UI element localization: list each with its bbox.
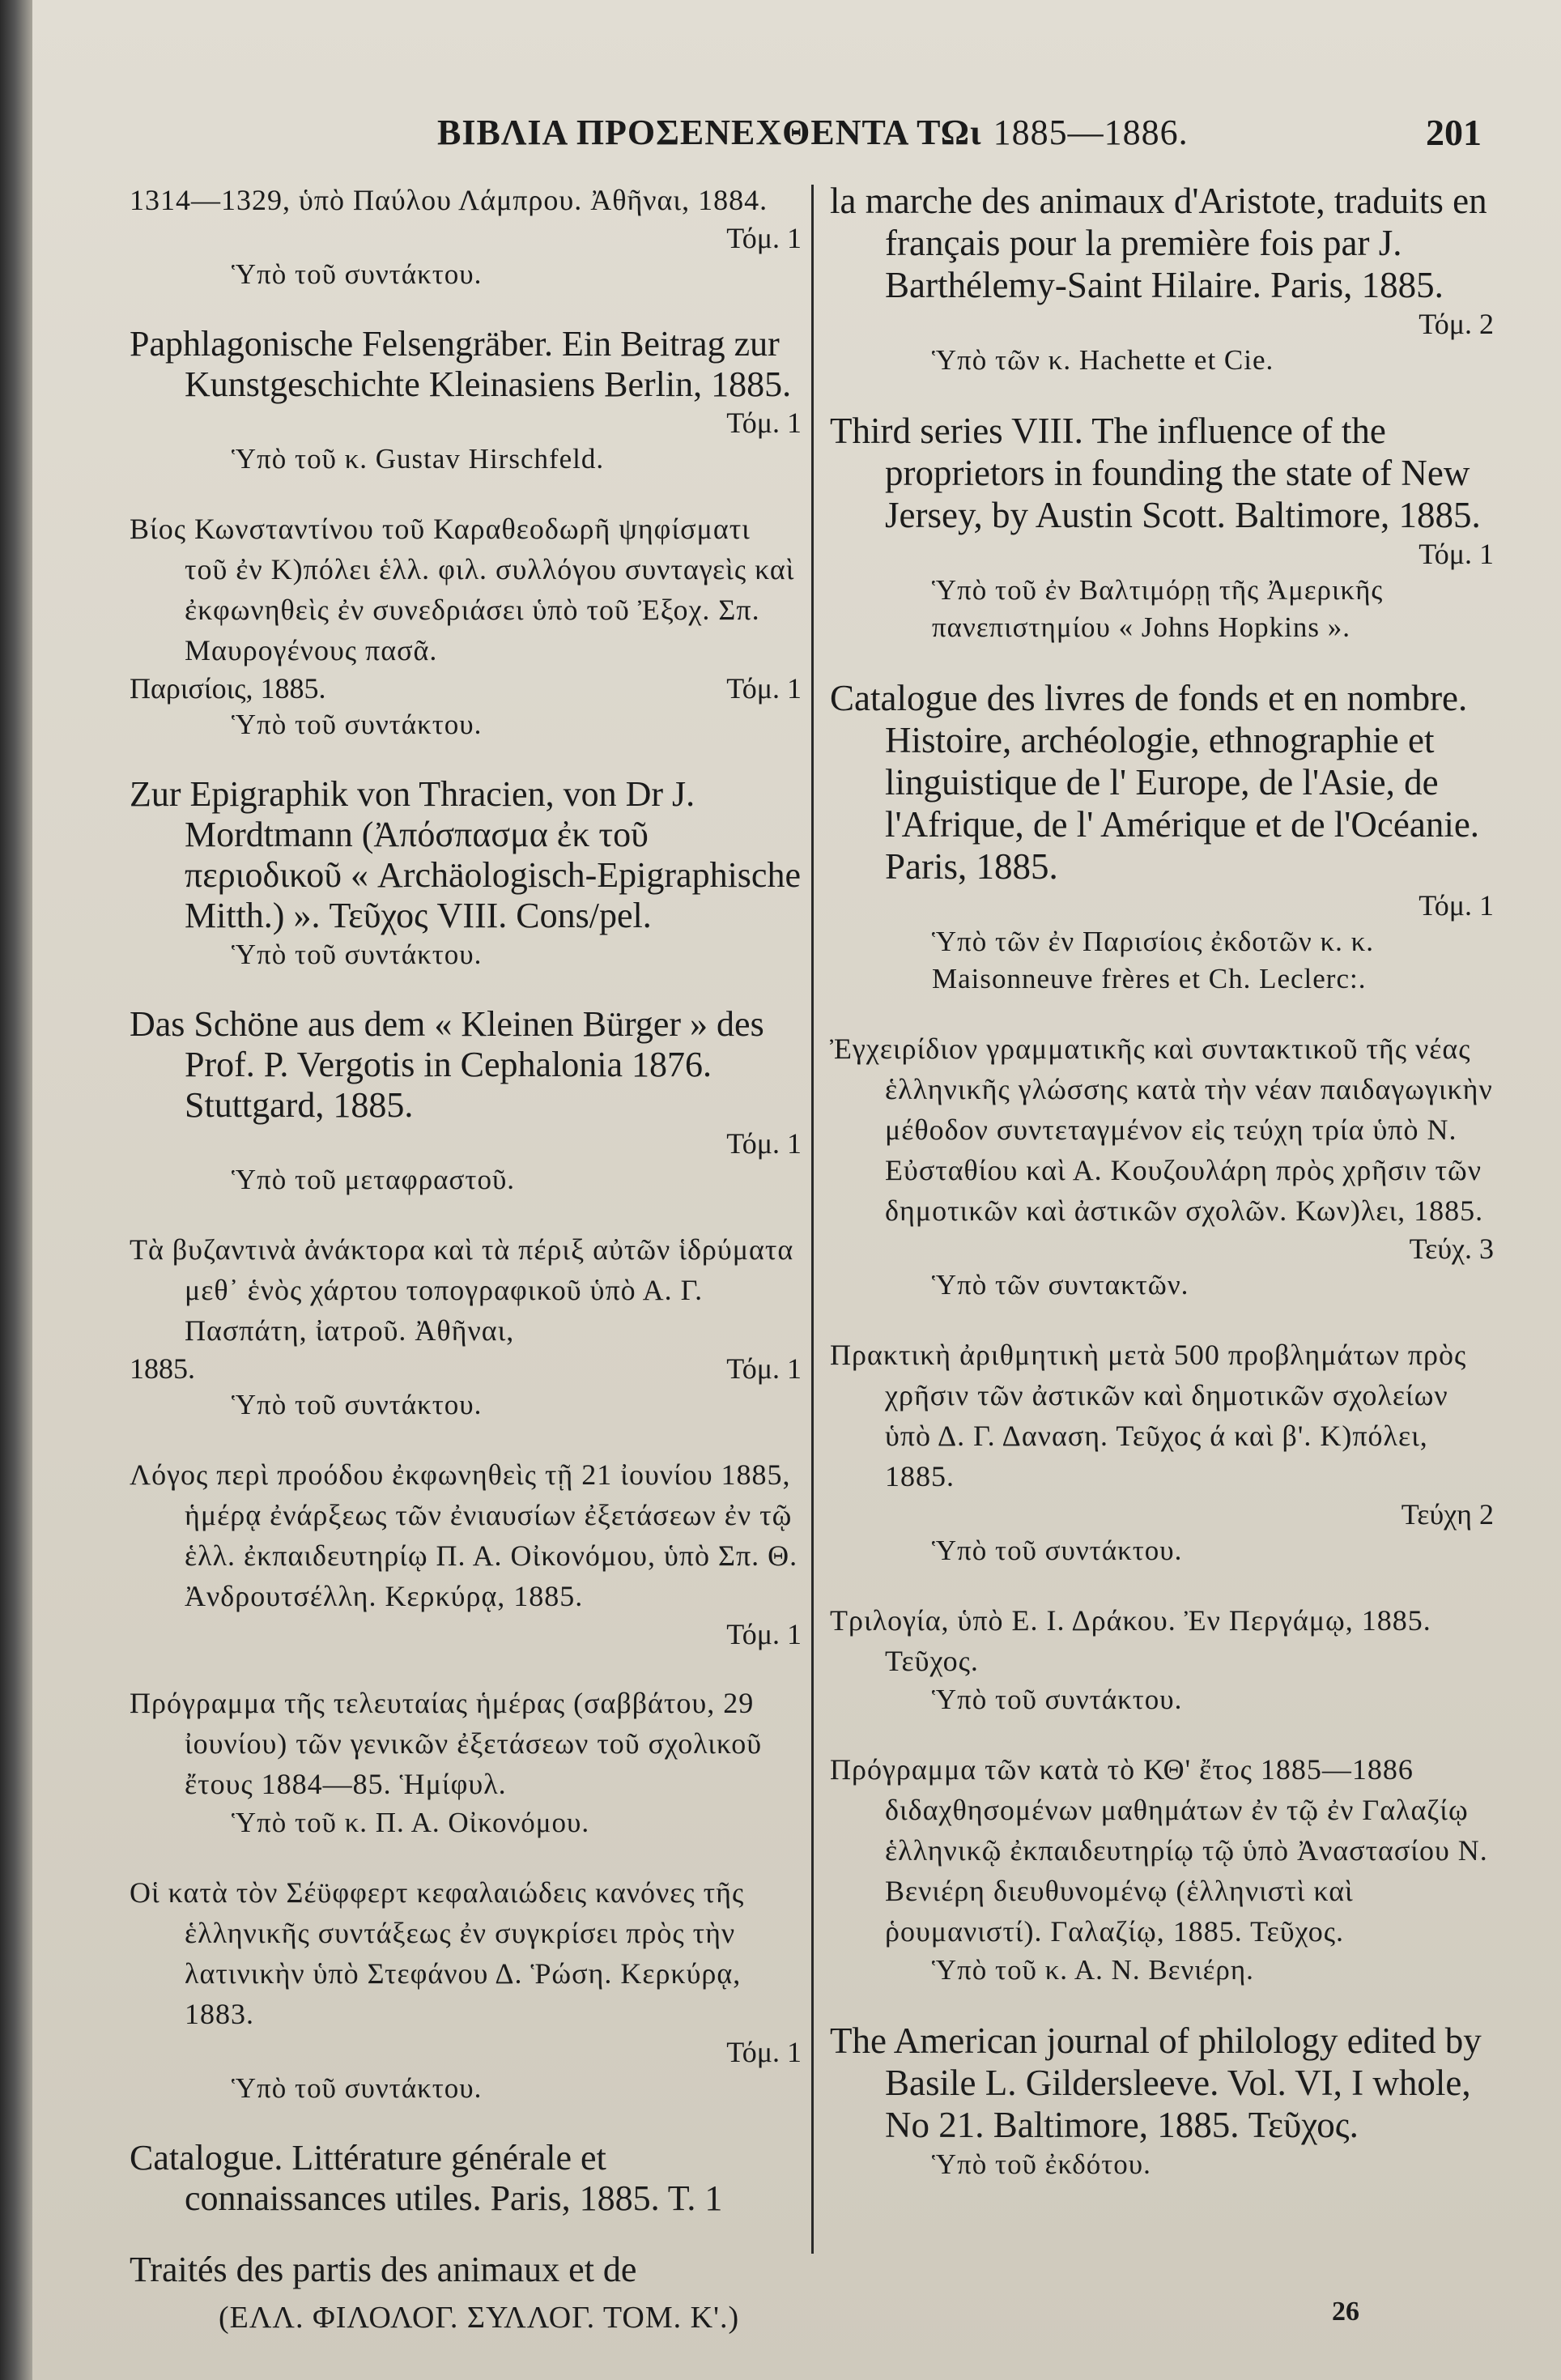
- book-page: [32, 0, 1561, 2380]
- entry-meta: [830, 536, 1494, 572]
- catalogue-entry: [130, 2250, 802, 2290]
- catalogue-entry: [130, 1872, 802, 2107]
- entry-title: Catalogue des livres de fonds et en nombre. Histoire, archéologie, ethnographie et linguistique de l' Europe, de l'Asie, de l'Afrique, de l' Amérique et de l'Océanie. Paris, 1885.: [830, 678, 1480, 887]
- entry-title: Τριλογία, ὑπὸ Ε. Ι. Δράκου. Ἐν Περγάμῳ, 1885. Τεῦχος.: [830, 1604, 1431, 1677]
- entry-title: la marche des animaux d'Aristote, traduits en français pour la première fois par J. Barthélemy-Saint Hilaire. Paris, 1885.: [830, 181, 1487, 305]
- entry-title: The American journal of philology edited by Basile L. Gildersleeve. Vol. VI, I whole, No 21. Baltimore, 1885. Τεῦχος.: [830, 2020, 1482, 2145]
- entry-donor: Ὑπὸ τῶν συντακτῶν.: [932, 1269, 1189, 1301]
- entry-donor: Ὑπὸ τῶν κ. Hachette et Cie.: [932, 344, 1274, 376]
- catalogue-entry: [130, 1229, 802, 1424]
- catalogue-entry: [130, 774, 802, 973]
- entry-donor: Ὑπὸ τοῦ μεταφραστοῦ.: [232, 1164, 516, 1195]
- entry-place-date: Παρισίοις, 1885.: [130, 672, 326, 705]
- entry-title: Das Schöne aus dem « Kleinen Bürger » des Prof. P. Vergotis in Cephalonia 1876. Stuttgard, 1885.: [130, 1004, 764, 1125]
- entry-meta: [130, 1126, 802, 1161]
- entry-meta: [830, 1497, 1494, 1532]
- entry-meta: [830, 1231, 1494, 1267]
- sheet-number: 26: [1332, 2297, 1359, 2327]
- entry-donor: Ὑπὸ τοῦ συντάκτου.: [232, 939, 483, 970]
- entry-volume: Τεύχη 2: [1401, 1498, 1494, 1531]
- entry-volume: Τόμ. 1: [1419, 538, 1494, 570]
- entry-title: Zur Epigraphik von Thracien, von Dr J. Mordtmann (Ἀπόσπασμα ἐκ τοῦ περιοδικοῦ « Archäologisch-Epigraphische Mitth.) ». Τεῦχος VIII. Cons/pel.: [130, 774, 801, 935]
- catalogue-entry: [130, 324, 802, 478]
- column-rule: [811, 185, 814, 2254]
- entry-volume: Τόμ. 1: [1419, 889, 1494, 922]
- entry-volume: Τεύχ. 3: [1409, 1233, 1494, 1265]
- catalogue-entry: [830, 2020, 1494, 2183]
- entry-donor: Ὑπὸ τοῦ συντάκτου.: [232, 709, 483, 740]
- running-title-years: 1885—1886.: [993, 112, 1189, 152]
- entry-title: Paphlagonische Felsengräber. Ein Beitrag zur Kunstgeschichte Kleinasiens Berlin, 1885.: [130, 324, 792, 404]
- entry-meta: [130, 671, 802, 706]
- entry-meta: [130, 405, 802, 441]
- page-number: 201: [1426, 111, 1482, 153]
- entry-meta: [830, 306, 1494, 342]
- entry-volume: Τόμ. 1: [726, 1618, 802, 1650]
- scan-binding-edge: [0, 0, 32, 2380]
- catalogue-entry: [130, 509, 802, 743]
- catalogue-entry: [830, 1749, 1494, 1989]
- entry-meta: [130, 2034, 802, 2070]
- entry-donor: Ὑπὸ τοῦ κ. Gustav Hirschfeld.: [232, 443, 605, 475]
- entry-meta: [830, 888, 1494, 923]
- running-title: [437, 112, 1189, 153]
- entry-volume: Τόμ. 1: [726, 222, 802, 254]
- entry-donor: Ὑπὸ τοῦ ἐκδότου.: [932, 2148, 1151, 2180]
- entry-title: Λόγος περὶ προόδου ἐκφωνηθεὶς τῇ 21 ἰουνίου 1885, ἡμέρᾳ ἐνάρξεως τῶν ἐνιαυσίων ἐξετάσεων ἐν τῷ ἑλλ. ἐκπαιδευτηρίῳ Π. Α. Οἰκονόμου, ὑπὸ Σπ. Θ. Ἀνδρουτσέλλη. Κερκύρᾳ, 1885.: [130, 1458, 798, 1612]
- entry-title: Catalogue. Littérature générale et connaissances utiles. Paris, 1885. T. 1: [130, 2138, 723, 2218]
- entry-place-date: 1885.: [130, 1352, 195, 1385]
- entry-meta: [130, 1351, 802, 1386]
- entry-donor: Ὑπὸ τοῦ κ. Α. Ν. Βενιέρη.: [932, 1954, 1254, 1986]
- entry-donor: Ὑπὸ τῶν ἐν Παρισίοις ἐκδοτῶν κ. κ. Maisonneuve frères et Ch. Leclerc:.: [932, 926, 1375, 994]
- right-column: [830, 180, 1494, 2214]
- entry-title: Βίος Κωνσταντίνου τοῦ Καραθεοδωρῆ ψηφίσματι τοῦ ἐν Κ)πόλει ἑλλ. φιλ. συλλόγου συνταγεὶς καὶ ἐκφωνηθεὶς ἐν συνεδριάσει ὑπὸ τοῦ Ἐξοχ. Σπ. Μαυρογένους πασᾶ.: [130, 513, 795, 666]
- entry-donor: Ὑπὸ τοῦ συντάκτου.: [932, 1535, 1183, 1566]
- catalogue-entry: [830, 180, 1494, 379]
- entry-title: Third series VIII. The influence of the proprietors in founding the state of New Jersey, by Austin Scott. Baltimore, 1885.: [830, 411, 1481, 535]
- catalogue-entry: [130, 2138, 802, 2219]
- catalogue-entry: [130, 1454, 802, 1652]
- entry-meta: [130, 220, 802, 256]
- entry-title: Πρόγραμμα τῶν κατὰ τὸ ΚΘ' ἔτος 1885—1886 διδαχθησομένων μαθημάτων ἐν τῷ ἐν Γαλαζίῳ ἑλληνικῷ ἐκπαιδευτηρίῳ τῷ ὑπὸ Ἀναστασίου Ν. Βενιέρη διευθυνομένῳ (ἑλληνιστὶ καὶ ῥουμανιστί). Γαλαζίῳ, 1885. Τεῦχος.: [830, 1753, 1488, 1948]
- catalogue-entry: [830, 1600, 1494, 1718]
- running-title-text: ΒΙΒΛΙΑ ΠΡΟΣΕΝΕΧΘΕΝΤΑ ΤΩι: [437, 112, 982, 152]
- entry-volume: Τόμ. 1: [726, 1352, 802, 1385]
- entry-volume: Τόμ. 1: [726, 407, 802, 439]
- catalogue-entry: [130, 180, 802, 293]
- entry-donor: Ὑπὸ τοῦ συντάκτου.: [232, 2072, 483, 2104]
- entry-title: Πρόγραμμα τῆς τελευταίας ἡμέρας (σαββάτου, 29 ἰουνίου) τῶν γενικῶν ἐξετάσεων τοῦ σχολικοῦ ἔτους 1884—85. Ἡμίφυλ.: [130, 1687, 763, 1800]
- catalogue-entry: [830, 677, 1494, 998]
- entry-title: Πρακτικὴ ἀριθμητικὴ μετὰ 500 προβλημάτων πρὸς χρῆσιν τῶν ἀστικῶν καὶ δημοτικῶν σχολείων ὑπὸ Δ. Γ. Δαναση. Τεῦχος ά καὶ β'. Κ)πόλει, 1885.: [830, 1339, 1467, 1492]
- entry-title: Τὰ βυζαντινὰ ἀνάκτορα καὶ τὰ πέριξ αὐτῶν ἱδρύματα μεθ᾽ ἑνὸς χάρτου τοπογραφικοῦ ὑπὸ Α. Γ. Πασπάτη, ἰατροῦ. Ἀθῆναι,: [130, 1233, 794, 1347]
- entry-meta: [130, 1616, 802, 1652]
- entry-volume: Τόμ. 1: [726, 672, 802, 705]
- entry-volume: Τόμ. 1: [726, 2036, 802, 2068]
- entry-donor: Ὑπὸ τοῦ ἐν Βαλτιμόρῃ τῆς Ἀμερικῆς πανεπιστημίου « Johns Hopkins ».: [932, 574, 1384, 643]
- catalogue-entry: [130, 1004, 802, 1199]
- entry-title: 1314—1329, ὑπὸ Παύλου Λάμπρου. Ἀθῆναι, 1884.: [130, 184, 768, 216]
- catalogue-entry: [830, 410, 1494, 646]
- entry-donor: Ὑπὸ τοῦ συντάκτου.: [232, 258, 483, 290]
- catalogue-entry: [130, 1683, 802, 1841]
- entry-title: Traités des partis des animaux et de: [130, 2250, 637, 2289]
- catalogue-entry: [830, 1028, 1494, 1304]
- entry-title: Οἱ κατὰ τὸν Σέϋφφερτ κεφαλαιώδεις κανόνες τῆς ἑλληνικῆς συντάξεως ἐν συγκρίσει πρὸς τὴν λατινικὴν ὑπὸ Στεφάνου Δ. Ῥώση. Κερκύρᾳ, 1883.: [130, 1876, 745, 2030]
- entry-volume: Τόμ. 2: [1419, 308, 1494, 340]
- entry-volume: Τόμ. 1: [726, 1127, 802, 1160]
- entry-donor: Ὑπὸ τοῦ συντάκτου.: [232, 1389, 483, 1420]
- left-column: [130, 180, 802, 2321]
- entry-donor: Ὑπὸ τοῦ κ. Π. Α. Οἰκονόμου.: [232, 1807, 590, 1838]
- entry-donor: Ὑπὸ τοῦ συντάκτου.: [932, 1684, 1183, 1715]
- entry-title: Ἐγχειρίδιον γραμματικῆς καὶ συντακτικοῦ τῆς νέας ἑλληνικῆς γλώσσης κατὰ τὴν νέαν παιδαγωγικὴν μέθοδον συντεταγμένον εἰς τεύχη τρία ὑπὸ Ν. Εὐσταθίου καὶ Α. Κουζουλάρη πρὸς χρῆσιν τῶν δημοτικῶν καὶ ἀστικῶν σχολῶν. Κων)λει, 1885.: [830, 1032, 1493, 1227]
- running-header: [437, 104, 1482, 160]
- signature-line: (ΕΛΛ. ΦΙΛΟΛΟΓ. ΣΥΛΛΟΓ. ΤΟΜ. Κ'.): [219, 2301, 740, 2335]
- catalogue-entry: [830, 1335, 1494, 1569]
